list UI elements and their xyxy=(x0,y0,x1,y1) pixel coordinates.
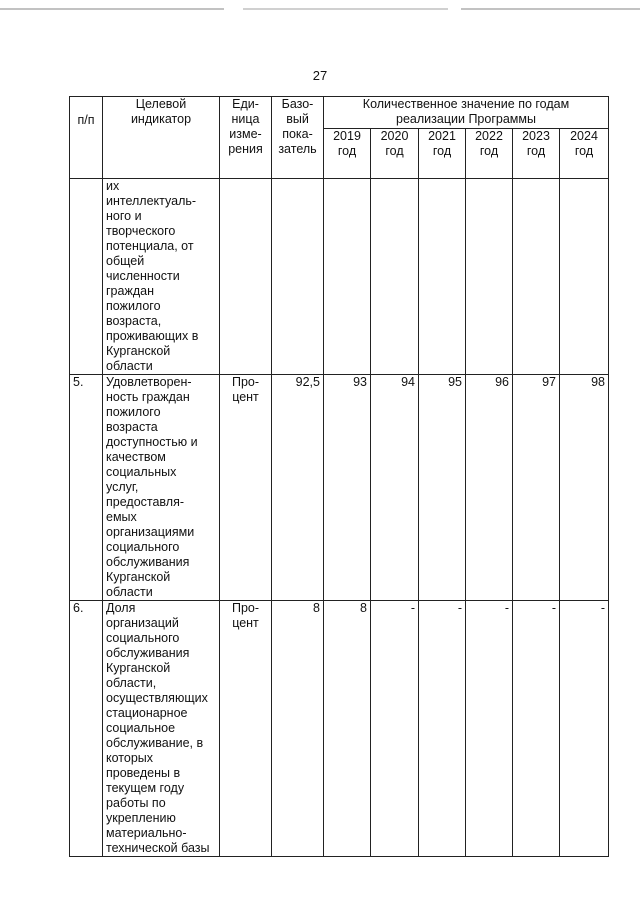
table-row xyxy=(70,375,609,601)
header-unit: Еди- ница изме- рения xyxy=(220,97,272,179)
row-value xyxy=(324,179,371,375)
header-year: 2021 год xyxy=(419,129,466,179)
row-value: 93 xyxy=(324,375,371,601)
row-base xyxy=(272,179,324,375)
row-value: - xyxy=(560,601,609,857)
row-base: 8 xyxy=(272,601,324,857)
header-year: 2019 год xyxy=(324,129,371,179)
header-num: п/п xyxy=(70,97,103,179)
row-value: 97 xyxy=(513,375,560,601)
header-indicator: Целевой индикатор xyxy=(103,97,220,179)
target-indicators-table xyxy=(69,96,609,857)
header-year: 2024 год xyxy=(560,129,609,179)
row-unit: Про- цент xyxy=(220,375,272,601)
table-row xyxy=(70,601,609,857)
row-value xyxy=(513,179,560,375)
row-unit xyxy=(220,179,272,375)
scan-artifact-line xyxy=(0,8,640,10)
header-year: 2023 год xyxy=(513,129,560,179)
row-indicator: их интеллектуаль- ного и творческого потенциала, от общей численности граждан пожилого возраста, проживающих в Курганской области xyxy=(103,179,220,375)
row-indicator: Удовлетворен- ность граждан пожилого возраста доступностью и качеством социальных услуг, предоставля- емых организациями социального обслуживания Курганской области xyxy=(103,375,220,601)
row-value xyxy=(466,179,513,375)
header-year: 2022 год xyxy=(466,129,513,179)
row-unit: Про- цент xyxy=(220,601,272,857)
table-header-row xyxy=(70,97,609,129)
row-value: 94 xyxy=(371,375,419,601)
header-quantity: Количественное значение по годам реализации Программы xyxy=(324,97,609,129)
row-value xyxy=(419,179,466,375)
row-num: 6. xyxy=(70,601,103,857)
row-value: 98 xyxy=(560,375,609,601)
row-value: 96 xyxy=(466,375,513,601)
table-row xyxy=(70,179,609,375)
row-value: - xyxy=(371,601,419,857)
row-num: 5. xyxy=(70,375,103,601)
row-value: - xyxy=(419,601,466,857)
row-value xyxy=(371,179,419,375)
row-value: - xyxy=(466,601,513,857)
page-number: 27 xyxy=(312,68,328,83)
row-value xyxy=(560,179,609,375)
row-value: - xyxy=(513,601,560,857)
row-num xyxy=(70,179,103,375)
row-base: 92,5 xyxy=(272,375,324,601)
header-year: 2020 год xyxy=(371,129,419,179)
header-base: Базо- вый пока- затель xyxy=(272,97,324,179)
row-value: 95 xyxy=(419,375,466,601)
row-value: 8 xyxy=(324,601,371,857)
row-indicator: Доля организаций социального обслуживания Курганской области, осуществляющих стационарное социальное обслуживание, в которых проведены в текущем году работы по укреплению материально- технической базы xyxy=(103,601,220,857)
